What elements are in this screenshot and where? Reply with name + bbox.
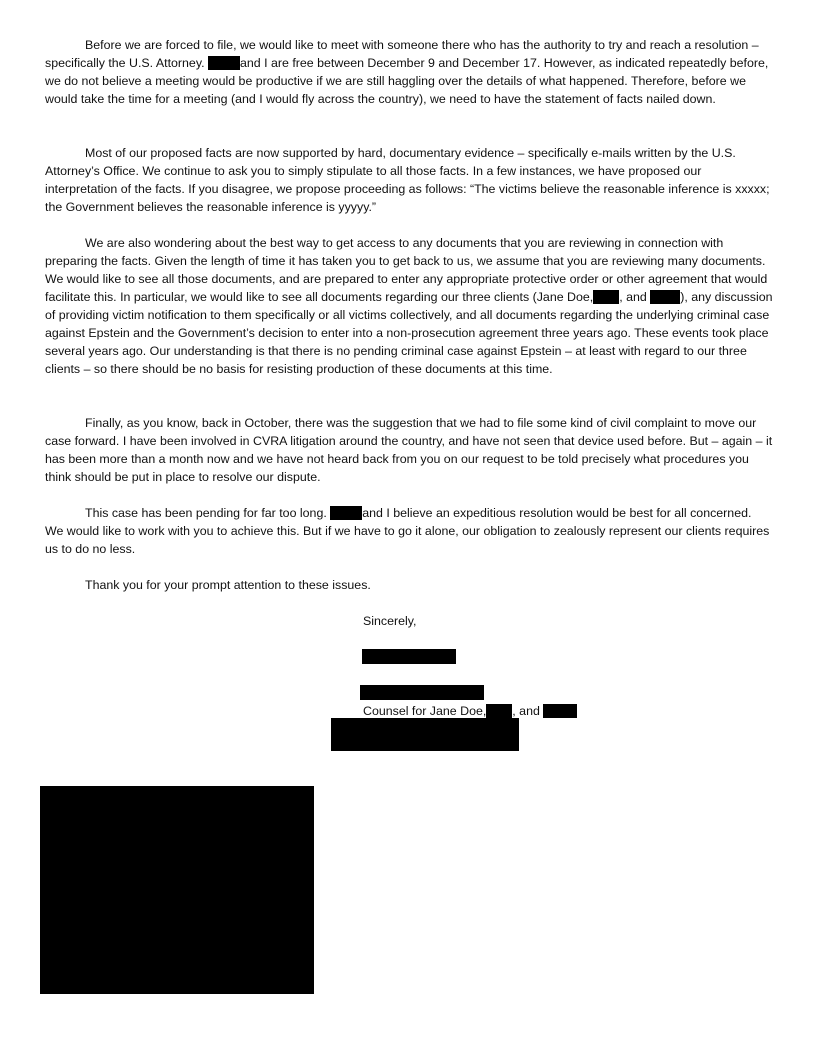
paragraph-meeting-request	[45, 36, 773, 108]
redaction	[593, 290, 619, 304]
paragraph-proposed-facts	[45, 144, 773, 216]
redaction-signer-name	[360, 685, 484, 700]
redaction	[650, 290, 680, 304]
paragraph-text: Thank you for your prompt attention to these issues.	[85, 578, 371, 592]
paragraph-document-access	[45, 234, 773, 378]
paragraph-text: Before we are forced to file, we would like to meet with someone there who has the authority to try and reach a resolution – specifically the U.S. Attorney.	[45, 38, 759, 70]
paragraph-civil-complaint	[45, 414, 773, 486]
redaction-signature	[362, 649, 456, 664]
paragraph-text: and I believe an expeditious resolution would be best for all concerned. We would like to work with you to achieve this. But if we have to go it alone, our obligation to zealously represent our clients requires us to do no less.	[45, 506, 770, 556]
counsel-text: , and	[512, 704, 540, 718]
counsel-text: Counsel for Jane Doe,	[363, 704, 487, 718]
paragraph-text: ), any discussion of providing victim notification to them specifically or all victims collectively, and all documents regarding the underlying criminal case against Epstein and the Government’s decision to enter into a non-prosecution agreement three years ago. These events took place several years ago. Our understanding is that there is no pending criminal case against Epstein – at least with regard to our three clients – so there should be no basis for resisting production of these documents at this time.	[45, 290, 773, 376]
paragraph-thank-you	[45, 576, 773, 594]
redaction	[208, 56, 240, 70]
closing-salutation: Sincerely,	[363, 614, 417, 628]
paragraph-resolution	[45, 504, 773, 558]
redaction-signature-block	[331, 718, 519, 751]
redaction	[543, 704, 577, 718]
paragraph-text: , and	[619, 290, 647, 304]
paragraph-text: This case has been pending for far too long.	[85, 506, 327, 520]
paragraph-text: We are also wondering about the best way to get access to any documents that you are reviewing in connection with preparing the facts. Given the length of time it has taken you to get back to us, we assume that you are reviewing many documents. We would like to see all those documents, and are prepared to enter any appropriate protective order or other agreement that would facilitate this. In particular, we would like to see all documents regarding our three clients (Jane Doe,	[45, 236, 768, 304]
redaction-large-block	[40, 786, 314, 994]
redaction	[330, 506, 362, 520]
paragraph-text: and I are free between December 9 and December 17. However, as indicated repeatedly before, we do not believe a meeting would be productive if we are still haggling over the details of what happened. Therefore, before we would take the time for a meeting (and I would fly across the country), we need to have the statement of facts nailed down.	[45, 56, 769, 106]
paragraph-text: Most of our proposed facts are now supported by hard, documentary evidence – specifically e-mails written by the U.S. Attorney’s Office. We continue to ask you to simply stipulate to all those facts. In a few instances, we have proposed our interpretation of the facts. If you disagree, we propose proceeding as follows: “The victims believe the reasonable inference is xxxxx; the Government believes the reasonable inference is yyyyy.”	[45, 146, 770, 214]
redaction	[486, 704, 512, 718]
paragraph-text: Finally, as you know, back in October, there was the suggestion that we had to file some kind of civil complaint to move our case forward. I have been involved in CVRA litigation around the country, and have not seen that device used before. But – again – it has been more than a month now and we have not heard back from you on our request to be told precisely what procedures you think should be put in place to resolve our dispute.	[45, 416, 773, 484]
